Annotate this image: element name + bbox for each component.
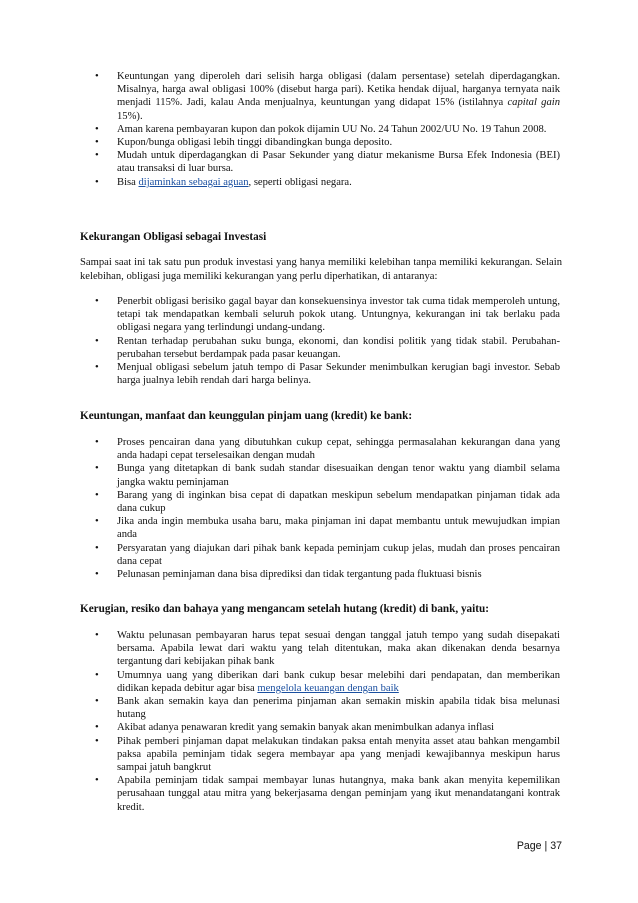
heading-kerugian-hutang: Kerugian, resiko dan bahaya yang mengancam setelah hutang (kredit) di bank, yaitu: [80,603,489,615]
list-item: • Rentan terhadap perubahan suku bunga, ekonomi, dan kondisi politik yang tidak stabil. Perubahan-perubahan tersebut berdampak pada pasar keuangan. [117,335,560,361]
list-item: • Persyaratan yang diajukan dari pihak bank kepada peminjam cukup jelas, mudah dan proses pencairan dana cepat [117,542,560,568]
list-item: • Umumnya uang yang diberikan dari bank cukup besar melebihi dari pendapatan, dan memberikan didikan kepada debitur agar bisa mengelola keuangan dengan baik [117,669,560,695]
list-item: • Bunga yang ditetapkan di bank sudah standar disesuaikan dengan tenor waktu yang diambil selama jangka waktu peminjaman [117,462,560,488]
heading-kekurangan-obligasi: Kekurangan Obligasi sebagai Investasi [80,231,267,243]
capital-gain-term: capital gain [507,97,560,109]
list-item: • Penerbit obligasi berisiko gagal bayar dan konsekuensinya investor tak cuma tidak memperoleh untung, tetapi tak mendapatkan kembali seluruh pokok utang. Untungnya, kekurangan ini tak berlaku pada obligasi negara yang terlindungi undang-undang. [117,295,560,335]
keuntungan-pinjaman-list [117,436,560,581]
list-item: • Barang yang di inginkan bisa cepat di dapatkan meskipun sebelum mendapatkan pinjaman tidak ada dana cukup [117,489,560,515]
link-mengelola-keuangan[interactable]: mengelola keuangan dengan baik [257,682,399,694]
list-item: • Kupon/bunga obligasi lebih tinggi dibandingkan bunga deposito. [117,136,560,149]
list-item: • Keuntungan yang diperoleh dari selisih harga obligasi (dalam persentase) setelah diperdagangkan. Misalnya, harga awal obligasi 100% (disebut harga pari). Ketika hendak dijual, harganya ternyata naik menjadi 115%. Jadi, kalau Anda menjualnya, keuntungan yang didapat 15% (istilahnya capital gain 15%). [117,70,560,123]
page-number: Page | 37 [516,840,562,852]
link-dijaminkan[interactable]: dijaminkan sebagai aguan [138,176,249,188]
list-item: • Mudah untuk diperdagangkan di Pasar Sekunder yang diatur mekanisme Bursa Efek Indonesia (BEI) atau transaksi di luar bursa. [117,149,560,175]
list-item: • Menjual obligasi sebelum jatuh tempo di Pasar Sekunder menimbulkan kerugian bagi investor. Sebab harga jualnya lebih rendah dari harga belinya. [117,361,560,387]
list-item: • Bisa dijaminkan sebagai aguan, seperti obligasi negara. [117,176,560,189]
list-item: • Proses pencairan dana yang dibutuhkan cukup cepat, sehingga permasalahan kekurangan dana yang anda hadapi cepat terselesaikan dengan mudah [117,436,560,462]
heading-keuntungan-pinjaman: Keuntungan, manfaat dan keunggulan pinjam uang (kredit) ke bank: [80,410,413,422]
list-item: • Waktu pelunasan pembayaran harus tepat sesuai dengan tanggal jatuh tempo yang sudah disepakati bersama. Apabila lewat dari waktu yang telah ditentukan, maka akan dikenakan denda besarnya tergantung dari kebijakan pihak bank [117,629,560,669]
list-item: • Apabila peminjam tidak sampai membayar lunas hutangnya, maka bank akan menyita kepemilikan perusahaan tunggal atau mitra yang bekerjasama dengan peminjam yang ikut menandatangani kontrak kredit. [117,774,560,814]
list-item: • Pihak pemberi pinjaman dapat melakukan tindakan paksa entah menyita asset atau bahkan mengambil paksa apabila peminjam tidak segera membayar apa yang menjadi kewajibannya meskipun harus sampai jatuh bangkrut [117,735,560,775]
obligasi-benefits-list [117,70,560,189]
list-item: • Jika anda ingin membuka usaha baru, maka pinjaman ini dapat membantu untuk mewujudkan impian anda [117,515,560,541]
paragraph-kekurangan: Sampai saat ini tak satu pun produk investasi yang hanya memiliki kelebihan tanpa memiliki kekurangan. Selain kelebihan, obligasi juga memiliki kekurangan yang perlu diperhatikan, di antaranya: [80,257,562,282]
list-item: • Bank akan semakin kaya dan penerima pinjaman akan semakin miskin apabila tidak bisa melunasi hutang [117,695,560,721]
list-item: • Pelunasan peminjaman dana bisa diprediksi dan tidak tergantung pada fluktuasi bisnis [117,568,560,581]
list-item: • Aman karena pembayaran kupon dan pokok dijamin UU No. 24 Tahun 2002/UU No. 19 Tahun 2008. [117,123,560,136]
list-item: • Akibat adanya penawaran kredit yang semakin banyak akan menimbulkan adanya inflasi [117,721,560,734]
kekurangan-list [117,295,560,387]
kerugian-hutang-list [117,629,560,814]
